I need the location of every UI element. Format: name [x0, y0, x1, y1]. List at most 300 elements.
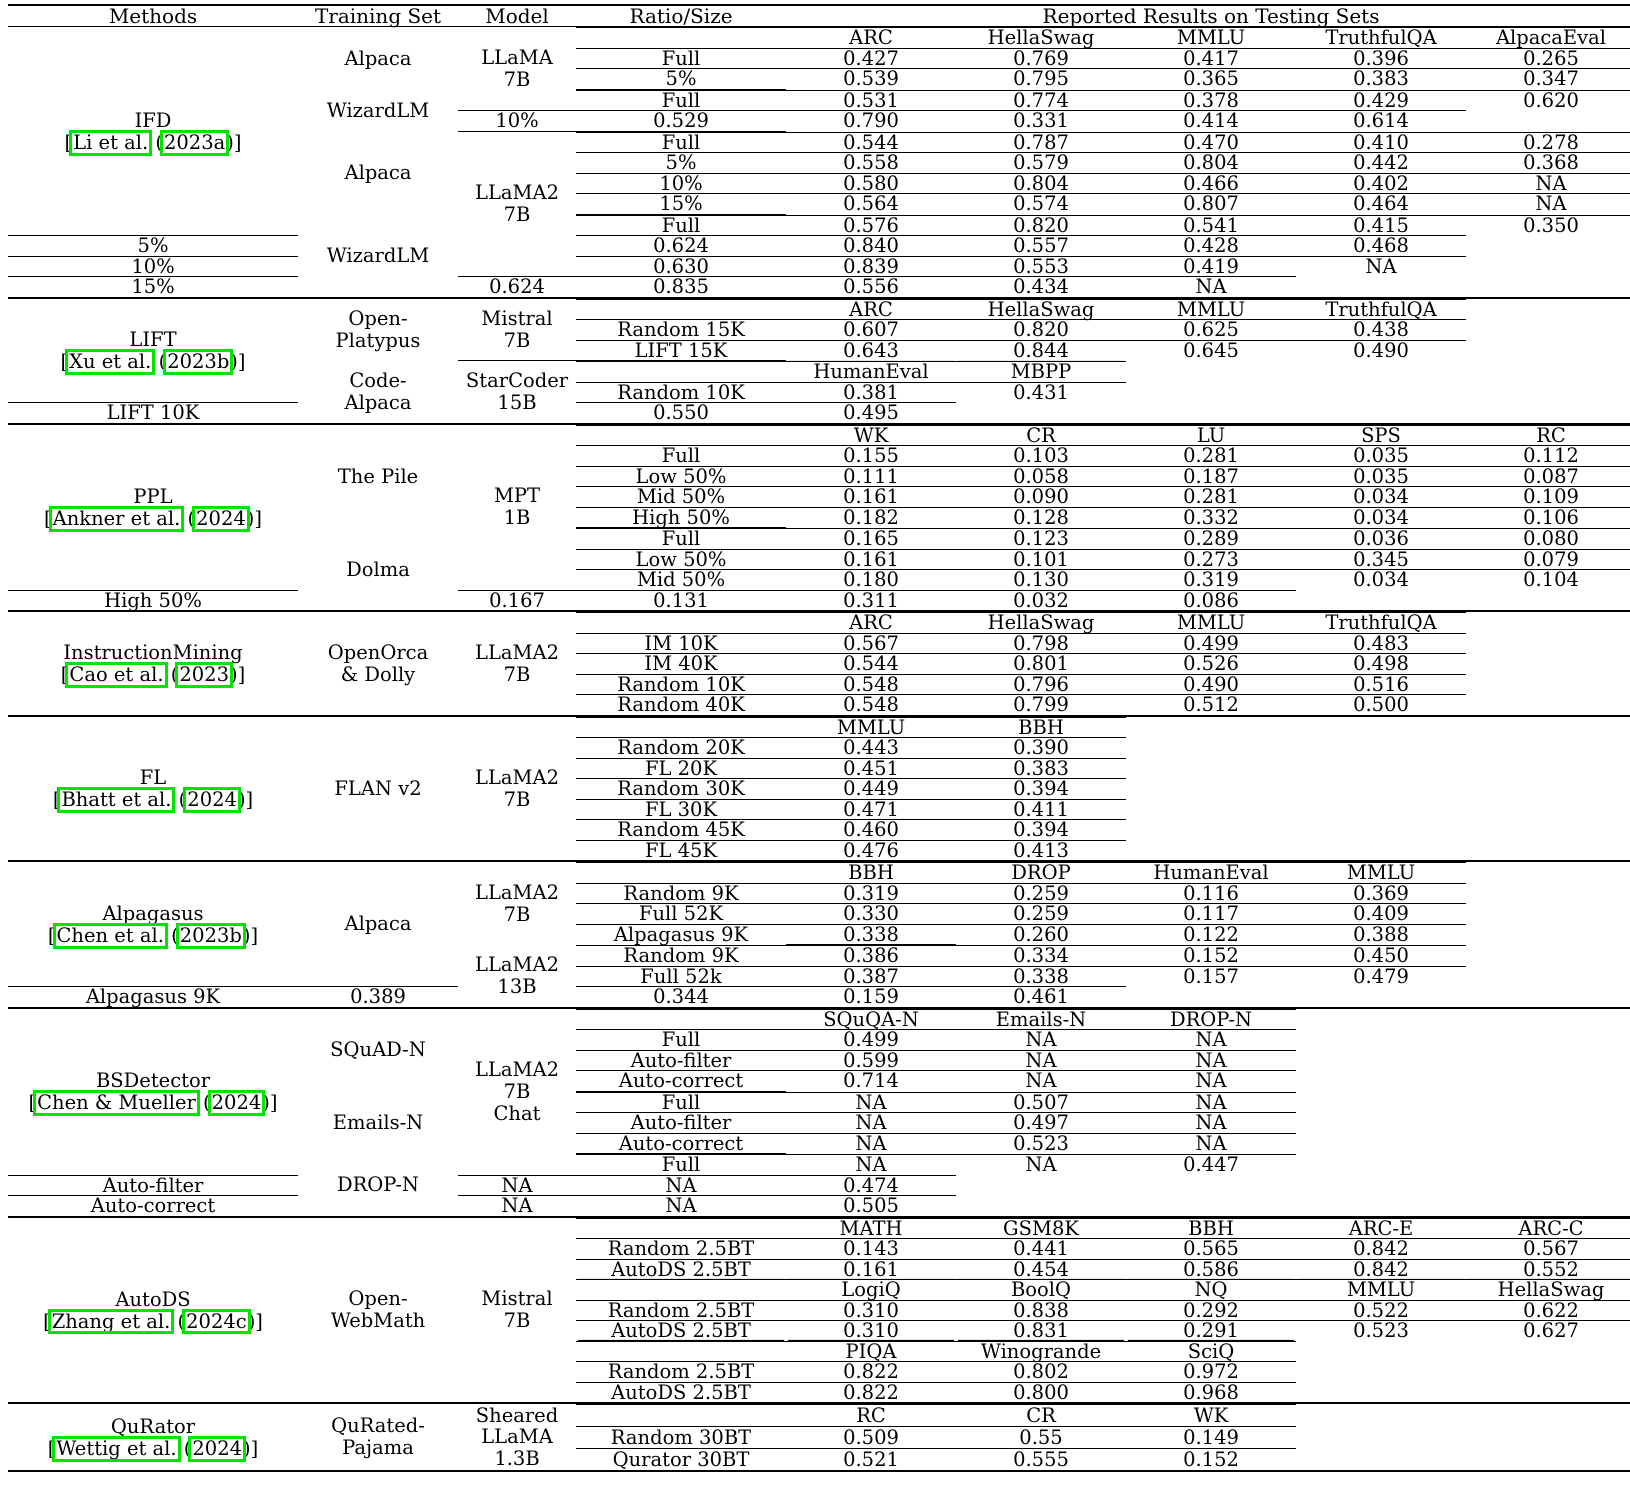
metric-header-row: [8, 28, 1630, 49]
ratio-size-cell: Mid 50%: [576, 570, 786, 591]
citation-authors-highlight[interactable]: Cao et al.: [69, 663, 164, 687]
metric-value-cell: [1466, 883, 1630, 904]
metric-value-cell: [1466, 1426, 1630, 1448]
citation-qurator[interactable]: [Wettig et al. (2024)]: [47, 1436, 259, 1460]
metric-header: [1466, 1341, 1630, 1362]
metric-value-cell: [1126, 758, 1296, 779]
model-cell: Mistral 7B: [481, 306, 553, 352]
metric-header: CR: [956, 425, 1126, 446]
ratio-size-cell: Full: [576, 1030, 786, 1051]
metric-value-cell: [956, 1196, 1126, 1217]
metric-value-cell: 0.627: [1466, 1321, 1630, 1342]
ratio-size-cell: Random 20K: [576, 738, 786, 759]
metric-value-cell: 0.831: [956, 1321, 1126, 1342]
model-cell: LLaMA2 13B: [475, 953, 559, 998]
citation-instructionmining[interactable]: [Cao et al. (2023)]: [60, 663, 246, 687]
citation-year-highlight[interactable]: 2024: [211, 1091, 262, 1115]
metric-value-cell: NA: [786, 1155, 956, 1176]
metric-value-cell: 0.152: [1126, 946, 1296, 967]
metric-header: [1296, 1341, 1466, 1362]
method-cell-ifd: [8, 28, 298, 236]
metric-value-cell: 0.804: [956, 173, 1126, 194]
citation-lift[interactable]: [Xu et al. (2023b)]: [60, 350, 246, 374]
metric-header: TruthfulQA: [1296, 299, 1466, 320]
metric-header: MATH: [786, 1218, 956, 1239]
trainset-cell: Alpaca: [344, 912, 412, 936]
metric-header-row: [8, 613, 1630, 634]
metric-header: CR: [956, 1405, 1126, 1427]
metric-value-cell: [1296, 779, 1466, 800]
metric-value-cell: 0.470: [1126, 132, 1296, 153]
citation-year-highlight[interactable]: 2023b: [179, 923, 242, 947]
metric-value-cell: 0.820: [956, 320, 1126, 341]
metric-header: HumanEval: [786, 362, 956, 383]
metric-header: MMLU: [786, 717, 956, 738]
metric-value-cell: 0.556: [786, 277, 956, 298]
metric-value-cell: 0.449: [786, 779, 956, 800]
metric-value-cell: 0.111: [786, 466, 956, 487]
ratio-size-cell: AutoDS 2.5BT: [576, 1382, 786, 1403]
metric-value-cell: 0.410: [1296, 132, 1466, 153]
metric-value-cell: [1466, 820, 1630, 841]
method-cell-qurator: [8, 1405, 298, 1471]
metric-value-cell: 0.332: [1126, 507, 1296, 528]
citation-year-highlight[interactable]: 2023a: [163, 130, 226, 154]
metric-value-cell: 0.180: [786, 570, 956, 591]
citation-year-highlight[interactable]: 2024c: [186, 1309, 247, 1333]
metric-value-cell: 0.505: [786, 1196, 956, 1217]
metric-value-cell: NA: [1126, 1050, 1296, 1071]
model-cell: LLaMA 7B: [481, 45, 553, 91]
metric-value-cell: 0.476: [786, 840, 956, 861]
metric-value-cell: 0.787: [956, 132, 1126, 153]
citation-bsdetector[interactable]: [Chen & Mueller (2024)]: [28, 1091, 278, 1115]
metric-value-cell: 0.443: [786, 738, 956, 759]
ratio-blank: [576, 1218, 786, 1239]
metric-header: ARC: [786, 613, 956, 634]
metric-value-cell: 0.103: [956, 446, 1126, 467]
metric-value-cell: 0.419: [1126, 256, 1296, 277]
metric-value-cell: 0.714: [786, 1071, 956, 1092]
metric-value-cell: 0.394: [956, 779, 1126, 800]
metric-value-cell: 0.080: [1466, 529, 1630, 550]
metric-value-cell: NA: [576, 1196, 786, 1217]
metric-header: HellaSwag: [956, 299, 1126, 320]
metric-header: SciQ: [1126, 1341, 1296, 1362]
header-ratio-size: Ratio/Size: [629, 4, 733, 28]
metric-value-cell: 0.516: [1296, 674, 1466, 695]
ratio-size-cell: 5%: [576, 153, 786, 174]
metric-header: WK: [1126, 1405, 1296, 1427]
metric-value-cell: 0.529: [576, 111, 786, 132]
ratio-blank: [576, 28, 786, 49]
metric-value-cell: NA: [458, 1196, 576, 1217]
metric-value-cell: NA: [1126, 1092, 1296, 1113]
metric-value-cell: 0.844: [956, 340, 1126, 361]
metric-header: ARC: [786, 28, 956, 49]
method-name: PPL: [133, 484, 173, 508]
metric-header: MMLU: [1126, 613, 1296, 634]
metric-value-cell: [1466, 758, 1630, 779]
citation-authors-highlight[interactable]: Zhang et al.: [51, 1309, 171, 1333]
trainset-cell: Alpaca: [344, 161, 412, 185]
metric-value-cell: 0.490: [1126, 674, 1296, 695]
metric-header-row: [8, 425, 1630, 446]
metric-value-cell: 0.281: [1126, 487, 1296, 508]
metric-value-cell: 0.152: [1126, 1448, 1296, 1471]
citation-authors-highlight[interactable]: Bhatt et al.: [61, 788, 172, 812]
citation-ifd[interactable]: [Li et al. (2023a)]: [64, 130, 242, 154]
metric-value-cell: 0.579: [956, 153, 1126, 174]
citation-authors-highlight[interactable]: Wettig et al.: [56, 1436, 177, 1460]
metric-value-cell: NA: [786, 1113, 956, 1134]
metric-value-cell: 0.281: [1126, 446, 1296, 467]
ratio-size-cell: AutoDS 2.5BT: [576, 1321, 786, 1342]
metric-header: SQuQA-N: [786, 1009, 956, 1030]
metric-value-cell: 0.796: [956, 674, 1126, 695]
citation-autods[interactable]: [Zhang et al. (2024c)]: [43, 1309, 263, 1333]
metric-value-cell: 0.310: [786, 1321, 956, 1342]
citation-year-highlight[interactable]: 2024: [196, 506, 246, 530]
metric-value-cell: 0.574: [956, 194, 1126, 215]
metric-value-cell: NA: [1126, 1113, 1296, 1134]
metric-value-cell: NA: [786, 1133, 956, 1154]
metric-header: RC: [786, 1405, 956, 1427]
metric-value-cell: 0.798: [956, 633, 1126, 654]
ratio-size-cell: Qurator 30BT: [576, 1448, 786, 1471]
metric-value-cell: 0.625: [1126, 320, 1296, 341]
metric-value-cell: 0.165: [786, 529, 956, 550]
metric-value-cell: 0.479: [1296, 966, 1466, 987]
metric-header: [1466, 717, 1630, 738]
metric-value-cell: [1296, 1448, 1466, 1471]
ratio-size-cell: High 50%: [576, 507, 786, 528]
citation-year-highlight[interactable]: 2024: [192, 1436, 243, 1460]
metric-value-cell: 0.565: [1126, 1239, 1296, 1260]
metric-value-cell: 0.643: [786, 340, 956, 361]
method-name: LIFT: [129, 328, 177, 352]
metric-value-cell: 0.447: [1126, 1155, 1296, 1176]
metric-value-cell: 0.123: [956, 529, 1126, 550]
ratio-blank: [576, 362, 786, 383]
metric-value-cell: 0.438: [1296, 320, 1466, 341]
method-name: FL: [139, 766, 167, 790]
metric-value-cell: [956, 1175, 1126, 1196]
metric-value-cell: 0.034: [1296, 570, 1466, 591]
metric-value-cell: 0.396: [1296, 48, 1466, 69]
metric-value-cell: [1466, 320, 1630, 341]
table-row: [8, 236, 1630, 257]
metric-value-cell: 0.394: [956, 820, 1126, 841]
method-name: IFD: [134, 108, 172, 132]
metric-value-cell: 0.427: [786, 48, 956, 69]
metric-value-cell: 0.334: [956, 946, 1126, 967]
metric-value-cell: 0.451: [786, 758, 956, 779]
citation-authors-highlight[interactable]: Xu et al.: [69, 350, 152, 374]
ratio-size-cell: 10%: [576, 173, 786, 194]
metric-value-cell: 0.468: [1296, 236, 1466, 257]
metric-header: RC: [1466, 425, 1630, 446]
trainset-cell: SQuAD-N: [330, 1038, 426, 1062]
metric-value-cell: [1466, 966, 1630, 987]
metric-value-cell: 0.413: [956, 840, 1126, 861]
ratio-size-cell: Full 52k: [576, 966, 786, 987]
metric-header: HellaSwag: [956, 28, 1126, 49]
method-cell-ppl: [8, 425, 298, 590]
metric-value-cell: 0.461: [956, 987, 1126, 1008]
metric-value-cell: 0.622: [1466, 1300, 1630, 1321]
trainset-cell: FLAN v2: [334, 776, 422, 800]
metric-value-cell: 0.620: [1466, 90, 1630, 111]
method-cell-bsdetector: [8, 1009, 298, 1175]
metric-value-cell: [1296, 738, 1466, 759]
ratio-size-cell: Random 2.5BT: [576, 1300, 786, 1321]
ratio-size-cell: Random 2.5BT: [576, 1362, 786, 1383]
metric-value-cell: 0.058: [956, 466, 1126, 487]
metric-value-cell: 0.460: [786, 820, 956, 841]
metric-value-cell: 0.842: [1296, 1259, 1466, 1280]
metric-value-cell: [1296, 382, 1466, 403]
metric-value-cell: 0.112: [1466, 446, 1630, 467]
metric-value-cell: NA: [458, 1175, 576, 1196]
metric-value-cell: 0.428: [1126, 236, 1296, 257]
ratio-blank: [576, 425, 786, 446]
metric-value-cell: 0.128: [956, 507, 1126, 528]
metric-value-cell: 0.319: [786, 883, 956, 904]
ratio-size-cell: 5%: [8, 236, 298, 257]
metric-value-cell: NA: [786, 1092, 956, 1113]
ratio-size-cell: 5%: [576, 69, 786, 90]
metric-value-cell: 0.090: [956, 487, 1126, 508]
ratio-size-cell: FL 20K: [576, 758, 786, 779]
metric-value-cell: 0.564: [786, 194, 956, 215]
metric-value-cell: NA: [1296, 256, 1466, 277]
metric-value-cell: [1126, 987, 1296, 1008]
ratio-size-cell: 10%: [8, 256, 298, 277]
citation-year-highlight[interactable]: 2024: [187, 788, 237, 812]
metric-header-row: [8, 1218, 1630, 1239]
ratio-size-cell: LIFT 10K: [8, 403, 298, 424]
citation-authors-highlight[interactable]: Chen et al.: [56, 923, 164, 947]
metric-value-cell: 0.512: [1126, 695, 1296, 716]
metric-value-cell: 0.386: [786, 946, 956, 967]
metric-value-cell: [1296, 1133, 1466, 1154]
metric-value-cell: 0.117: [1126, 904, 1296, 925]
method-cell-autods: [8, 1218, 298, 1403]
model-cell: LLaMA2 7B: [475, 880, 559, 926]
metric-value-cell: 0.498: [1296, 654, 1466, 675]
metric-header: DROP-N: [1126, 1009, 1296, 1030]
ratio-blank: [576, 1405, 786, 1427]
metric-value-cell: 0.155: [786, 446, 956, 467]
metric-value-cell: 0.411: [956, 799, 1126, 820]
ratio-blank: [576, 1009, 786, 1030]
ratio-size-cell: Full: [576, 529, 786, 550]
metric-value-cell: 0.182: [786, 507, 956, 528]
metric-value-cell: 0.521: [786, 1448, 956, 1471]
metric-header: MMLU: [1296, 1280, 1466, 1301]
metric-value-cell: [1296, 1426, 1466, 1448]
metric-value-cell: [1296, 1155, 1466, 1176]
trainset-cell: Open- Platypus: [335, 306, 421, 352]
metric-value-cell: 0.032: [956, 590, 1126, 611]
citation-authors-highlight[interactable]: Chen & Mueller: [37, 1091, 196, 1115]
method-name: Alpagasus: [102, 901, 204, 925]
metric-value-cell: 0.450: [1296, 946, 1466, 967]
metric-value-cell: 0.820: [956, 215, 1126, 236]
metric-header: [1296, 717, 1466, 738]
metric-value-cell: 0.161: [786, 1259, 956, 1280]
metric-value-cell: 0.278: [1466, 132, 1630, 153]
metric-value-cell: 0.388: [1296, 924, 1466, 945]
ratio-size-cell: Auto-correct: [576, 1071, 786, 1092]
citation-ppl[interactable]: [Ankner et al. (2024)]: [44, 506, 262, 530]
citation-year-highlight[interactable]: 2023b: [167, 350, 230, 374]
metric-header: HumanEval: [1126, 863, 1296, 884]
ratio-size-cell: Random 45K: [576, 820, 786, 841]
metric-value-cell: 0.378: [1126, 90, 1296, 111]
metric-value-cell: 0.104: [1466, 570, 1630, 591]
metric-header-row: [8, 1009, 1630, 1030]
metric-header: [1466, 362, 1630, 383]
metric-value-cell: 0.495: [786, 403, 956, 424]
citation-authors-highlight[interactable]: Ankner et al.: [52, 506, 181, 530]
metric-value-cell: 0.576: [786, 215, 956, 236]
header-row: [8, 6, 1630, 27]
metric-value-cell: NA: [1466, 194, 1630, 215]
metric-value-cell: 0.523: [1296, 1321, 1466, 1342]
metric-value-cell: 0.526: [1126, 654, 1296, 675]
metric-value-cell: [1296, 1362, 1466, 1383]
metric-header: TruthfulQA: [1296, 613, 1466, 634]
metric-value-cell: [1466, 1133, 1630, 1154]
metric-value-cell: 0.807: [1126, 194, 1296, 215]
ratio-size-cell: Mid 50%: [576, 487, 786, 508]
metric-value-cell: 0.839: [786, 256, 956, 277]
metric-value-cell: 0.614: [1296, 111, 1466, 132]
citation-authors-highlight[interactable]: Li et al.: [73, 130, 149, 154]
metric-header: [1466, 613, 1630, 634]
metric-value-cell: 0.429: [1296, 90, 1466, 111]
metric-header: BoolQ: [956, 1280, 1126, 1301]
metric-value-cell: 0.159: [786, 987, 956, 1008]
metric-value-cell: 0.387: [786, 966, 956, 987]
ratio-size-cell: Full: [576, 1092, 786, 1113]
trainset-cell: Alpaca: [344, 46, 412, 70]
metric-value-cell: 0.630: [576, 256, 786, 277]
metric-value-cell: NA: [1466, 173, 1630, 194]
ratio-size-cell: Full: [576, 132, 786, 153]
metric-value-cell: [1296, 403, 1466, 424]
metric-value-cell: 0.607: [786, 320, 956, 341]
metric-value-cell: 0.580: [786, 173, 956, 194]
citation-year-highlight[interactable]: 2023: [179, 663, 229, 687]
metric-header: MMLU: [1126, 299, 1296, 320]
metric-value-cell: 0.289: [1126, 529, 1296, 550]
metric-value-cell: [1466, 1362, 1630, 1383]
method-cell-alpagasus: [8, 863, 298, 987]
metric-value-cell: 0.509: [786, 1426, 956, 1448]
metric-value-cell: 0.390: [956, 738, 1126, 759]
model-cell: MPT 1B: [493, 484, 541, 530]
metric-header: ARC-C: [1466, 1218, 1630, 1239]
metric-value-cell: 0.558: [786, 153, 956, 174]
citation-alpagasus[interactable]: [Chen et al. (2023b)]: [47, 923, 259, 947]
metric-value-cell: [956, 403, 1126, 424]
metric-value-cell: 0.804: [1126, 153, 1296, 174]
method-cell-fl: [8, 717, 298, 861]
ratio-size-cell: Random 30K: [576, 779, 786, 800]
header-training-set: Training Set: [314, 4, 442, 28]
metric-value-cell: [1126, 403, 1296, 424]
metric-header-row: [8, 299, 1630, 320]
metric-header: HellaSwag: [1466, 1280, 1630, 1301]
metric-value-cell: 0.499: [1126, 633, 1296, 654]
metric-value-cell: NA: [956, 1030, 1126, 1051]
ratio-size-cell: Auto-filter: [576, 1113, 786, 1134]
metric-value-cell: 0.149: [1126, 1426, 1296, 1448]
metric-value-cell: 0.822: [786, 1382, 956, 1403]
model-cell: LLaMA2 7B: [475, 640, 559, 686]
citation-fl[interactable]: [Bhatt et al. (2024)]: [52, 788, 254, 812]
metric-value-cell: 0.624: [458, 277, 576, 298]
metric-value-cell: [1466, 738, 1630, 759]
metric-value-cell: [1296, 1382, 1466, 1403]
ratio-blank: [576, 863, 786, 884]
metric-value-cell: 0.347: [1466, 69, 1630, 90]
metric-value-cell: [1466, 674, 1630, 695]
metric-value-cell: 0.414: [1126, 111, 1296, 132]
metric-value-cell: [1296, 1030, 1466, 1051]
method-cell-lift: [8, 299, 298, 403]
metric-value-cell: 0.087: [1466, 466, 1630, 487]
metric-value-cell: [1296, 840, 1466, 861]
ratio-size-cell: Random 15K: [576, 320, 786, 341]
header-reported-results: Reported Results on Testing Sets: [1042, 4, 1380, 28]
metric-value-cell: 0.490: [1296, 340, 1466, 361]
metric-value-cell: 0.531: [786, 90, 956, 111]
method-name: InstructionMining: [63, 641, 243, 665]
metric-value-cell: 0.800: [956, 1382, 1126, 1403]
metric-value-cell: 0.624: [576, 236, 786, 257]
metric-value-cell: 0.086: [1126, 590, 1296, 611]
table-row: [8, 1175, 1630, 1196]
metric-value-cell: [1466, 946, 1630, 967]
metric-value-cell: 0.143: [786, 1239, 956, 1260]
trainset-cell: The Pile: [337, 464, 419, 488]
metric-value-cell: 0.464: [1296, 194, 1466, 215]
metric-value-cell: 0.259: [956, 883, 1126, 904]
ratio-size-cell: FL 45K: [576, 840, 786, 861]
table-row: [8, 256, 1630, 277]
metric-value-cell: 0.130: [956, 570, 1126, 591]
ratio-size-cell: IM 40K: [576, 654, 786, 675]
metric-value-cell: [1466, 924, 1630, 945]
ratio-blank: [576, 1280, 786, 1301]
metric-value-cell: 0.122: [1126, 924, 1296, 945]
metric-value-cell: 0.409: [1296, 904, 1466, 925]
metric-value-cell: [1296, 758, 1466, 779]
metric-value-cell: [1126, 382, 1296, 403]
metric-value-cell: 0.311: [786, 590, 956, 611]
metric-value-cell: 0.835: [576, 277, 786, 298]
metric-header: PIQA: [786, 1341, 956, 1362]
metric-header: [1296, 1009, 1466, 1030]
ratio-size-cell: Random 2.5BT: [576, 1239, 786, 1260]
metric-value-cell: 0.338: [956, 966, 1126, 987]
metric-value-cell: [1466, 1030, 1630, 1051]
model-cell: Mistral 7B: [481, 1287, 553, 1332]
